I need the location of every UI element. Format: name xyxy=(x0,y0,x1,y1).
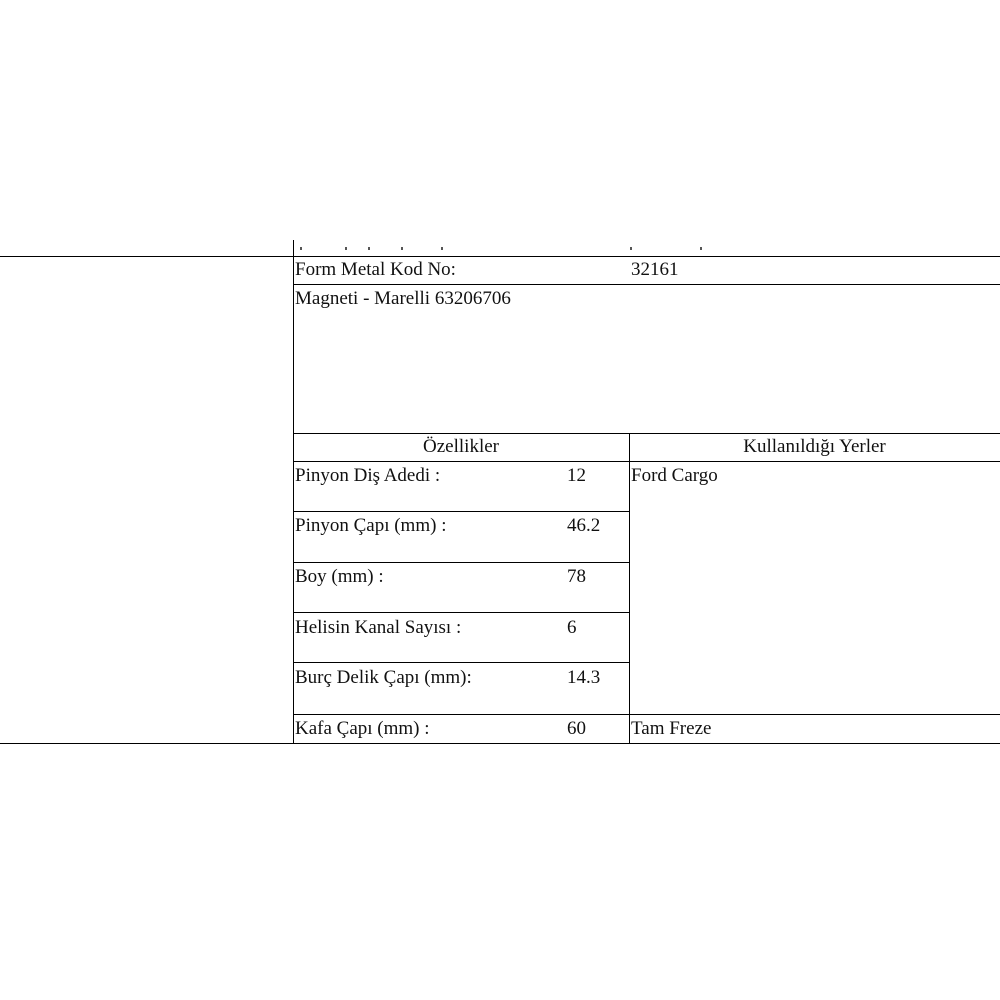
spec-value: 46.2 xyxy=(567,515,601,536)
cutoff-mark xyxy=(441,247,443,250)
row-divider xyxy=(293,461,1000,462)
cutoff-mark xyxy=(300,247,302,250)
spec-label: Kafa Çapı (mm) : xyxy=(295,718,430,739)
column-divider xyxy=(293,240,294,744)
spec-value: 60 xyxy=(567,718,586,739)
cutoff-mark xyxy=(700,247,702,250)
row-divider xyxy=(293,662,629,663)
row-divider xyxy=(293,511,629,512)
form-code-value: 32161 xyxy=(631,259,679,280)
row-divider xyxy=(293,714,1000,715)
form-code-label: Form Metal Kod No: xyxy=(295,259,456,280)
spec-label: Burç Delik Çapı (mm): xyxy=(295,667,472,688)
spec-value: 14.3 xyxy=(567,667,601,688)
usage-vehicle: Ford Cargo xyxy=(631,465,718,486)
spec-label: Helisin Kanal Sayısı : xyxy=(295,617,462,638)
usage-header: Kullanıldığı Yerler xyxy=(743,436,886,457)
spec-value: 6 xyxy=(567,617,577,638)
table-border-top xyxy=(0,256,1000,257)
usage-note: Tam Freze xyxy=(631,718,712,739)
row-divider xyxy=(293,433,1000,434)
row-divider xyxy=(293,562,629,563)
cutoff-mark xyxy=(345,247,347,250)
table-border-bottom xyxy=(0,743,1000,744)
spec-label: Pinyon Çapı (mm) : xyxy=(295,515,447,536)
reference-text: Magneti - Marelli 63206706 xyxy=(295,288,511,309)
spec-value: 78 xyxy=(567,566,586,587)
row-divider xyxy=(293,612,629,613)
features-header: Özellikler xyxy=(423,436,499,457)
spec-label: Boy (mm) : xyxy=(295,566,384,587)
row-divider xyxy=(293,284,1000,285)
cutoff-mark xyxy=(368,247,370,250)
cutoff-mark xyxy=(630,247,632,250)
cutoff-mark xyxy=(401,247,403,250)
spec-label: Pinyon Diş Adedi : xyxy=(295,465,441,486)
column-divider xyxy=(629,433,630,744)
spec-value: 12 xyxy=(567,465,586,486)
